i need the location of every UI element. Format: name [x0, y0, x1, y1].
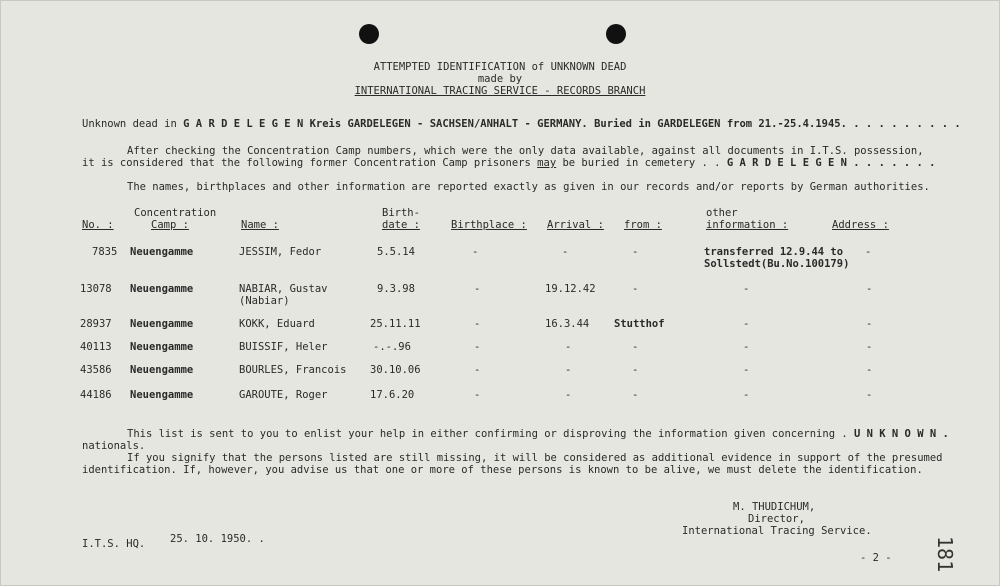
row-birthplace: -	[474, 389, 481, 401]
row-name: JESSIM, Fedor	[239, 246, 322, 258]
row-address: -	[866, 364, 873, 376]
row-address: -	[866, 318, 873, 330]
row-arrival: -	[565, 389, 572, 401]
row-other: -	[743, 364, 750, 376]
archive-stamp-number: 181	[933, 536, 957, 573]
col-camp-line2: Camp :	[151, 219, 189, 231]
row-address: -	[866, 389, 873, 401]
row-camp: Neuengamme	[130, 283, 194, 295]
row-birthdate: -.-.96	[373, 341, 411, 353]
closing-line-4: identification. If, however, you advise us that one or more of these persons is known to be alive, we must delete the identification.	[82, 464, 923, 476]
row-no: 44186	[80, 389, 112, 401]
col-from: from :	[624, 219, 662, 231]
row-no: 13078	[80, 283, 112, 295]
row-no: 40113	[80, 341, 112, 353]
row-arrival: -	[562, 246, 569, 258]
page-number: - 2 -	[860, 552, 892, 564]
intro-line-2: it is considered that the following former Concentration Camp prisoners may be buried in cemetery . . G A R D E L E G E N . . . . . . .	[82, 157, 936, 169]
col-no: No. :	[82, 219, 114, 231]
row-camp: Neuengamme	[130, 246, 194, 258]
row-name: BUISSIF, Heler	[239, 341, 328, 353]
row-arrival: -	[565, 341, 572, 353]
row-arrival: 16.3.44	[545, 318, 590, 330]
header-subtitle: made by	[477, 73, 523, 85]
footer-hq: I.T.S. HQ.	[82, 538, 146, 550]
col-name: Name :	[241, 219, 279, 231]
intro-line-1: After checking the Concentration Camp numbers, which were the only data available, against all documents in I.T.S. possession,	[127, 145, 924, 157]
row-name: NABIAR, Gustav	[239, 283, 328, 295]
row-address: -	[866, 341, 873, 353]
row-name: BOURLES, Francois	[239, 364, 347, 376]
row-from: -	[632, 283, 639, 295]
header-organization: INTERNATIONAL TRACING SERVICE - RECORDS BRANCH	[354, 85, 646, 97]
intro-line-3: The names, birthplaces and other information are reported exactly as given in our records and/or reports by German authorities.	[127, 181, 930, 193]
col-other-line2: information :	[706, 219, 789, 231]
row-birthplace: -	[474, 341, 481, 353]
punch-hole-left	[359, 24, 379, 44]
row-camp: Neuengamme	[130, 318, 194, 330]
row-no: 43586	[80, 364, 112, 376]
row-name-alias: (Nabiar)	[239, 295, 290, 307]
row-arrival: 19.12.42	[545, 283, 596, 295]
row-address: -	[866, 283, 873, 295]
header-title: ATTEMPTED IDENTIFICATION of UNKNOWN DEAD	[373, 61, 627, 73]
row-no: 28937	[80, 318, 112, 330]
row-other: -	[743, 341, 750, 353]
footer-date: 25. 10. 1950. .	[170, 533, 265, 545]
unknown-dead-line: Unknown dead in G A R D E L E G E N Kreis GARDELEGEN - SACHSEN/ANHALT - GERMANY. Buried in GARDELEGEN from 21.-25.4.1945. . . . . . . . . .	[82, 118, 961, 130]
unknown-dead-place: G A R D E L E G E N	[183, 118, 304, 130]
col-camp-line1: Concentration	[134, 207, 217, 219]
row-birthdate: 17.6.20	[370, 389, 415, 401]
unknown-dead-details: Kreis GARDELEGEN - SACHSEN/ANHALT - GERMANY. Buried in GARDELEGEN from 21.-25.4.1945.	[309, 118, 847, 130]
row-name: KOKK, Eduard	[239, 318, 315, 330]
col-arrival: Arrival :	[547, 219, 604, 231]
signature-title: Director,	[748, 513, 805, 525]
row-birthdate: 5.5.14	[377, 246, 415, 258]
row-from: -	[632, 364, 639, 376]
row-other: -	[743, 389, 750, 401]
closing-line-1: This list is sent to you to enlist your help in either confirming or disproving the information given concerning . U N K N O W N .	[127, 428, 949, 440]
row-birthdate: 30.10.06	[370, 364, 421, 376]
signature-name: M. THUDICHUM,	[733, 501, 816, 513]
row-from: -	[632, 389, 639, 401]
row-no: 7835	[92, 246, 118, 258]
col-other-line1: other	[706, 207, 738, 219]
signature-organization: International Tracing Service.	[682, 525, 872, 537]
row-from: Stutthof	[614, 318, 665, 330]
punch-hole-right	[606, 24, 626, 44]
row-name: GAROUTE, Roger	[239, 389, 328, 401]
row-address: -	[865, 246, 872, 258]
row-birthplace: -	[472, 246, 479, 258]
row-birthdate: 9.3.98	[377, 283, 415, 295]
row-from: -	[632, 341, 639, 353]
row-other: -	[743, 283, 750, 295]
col-address: Address :	[832, 219, 889, 231]
row-camp: Neuengamme	[130, 341, 194, 353]
closing-line-2: nationals.	[82, 440, 146, 452]
row-camp: Neuengamme	[130, 364, 194, 376]
col-birthplace: Birthplace :	[451, 219, 527, 231]
row-camp: Neuengamme	[130, 389, 194, 401]
row-from: -	[632, 246, 639, 258]
col-birth-line1: Birth-	[382, 207, 420, 219]
col-birth-line2: date :	[382, 219, 420, 231]
row-birthdate: 25.11.11	[370, 318, 421, 330]
row-other: transferred 12.9.44 to	[704, 246, 844, 258]
row-other-line2: Sollstedt(Bu.No.100179)	[704, 258, 850, 270]
row-other: -	[743, 318, 750, 330]
row-arrival: -	[565, 364, 572, 376]
closing-line-3: If you signify that the persons listed are still missing, it will be considered as additional evidence in support of the presumed	[127, 452, 943, 464]
row-birthplace: -	[474, 318, 481, 330]
row-birthplace: -	[474, 283, 481, 295]
row-birthplace: -	[474, 364, 481, 376]
